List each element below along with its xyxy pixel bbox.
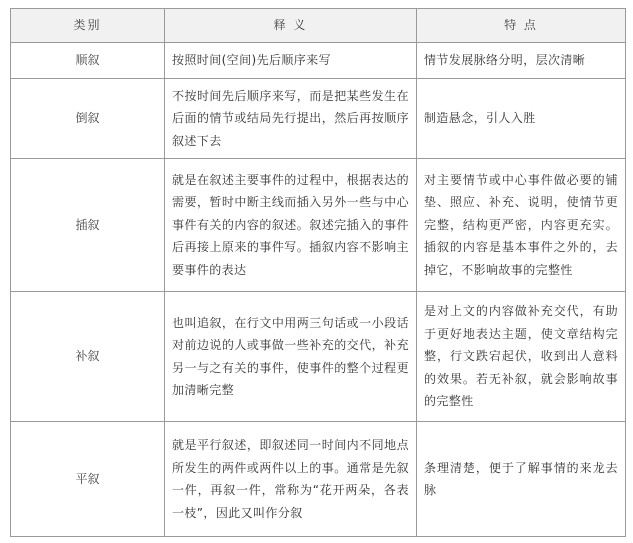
row-feature: 情节发展脉络分明，层次清晰 xyxy=(417,43,626,79)
header-meaning: 释 义 xyxy=(165,9,417,43)
row-category: 补叙 xyxy=(11,292,165,422)
header-category: 类别 xyxy=(11,9,165,43)
row-meaning: 不按时间先后顺序来写，而是把某些发生在后面的情节或结局先行提出，然后再按顺序叙述下去 xyxy=(165,79,417,159)
row-category: 倒叙 xyxy=(11,79,165,159)
row-meaning: 就是在叙述主要事件的过程中，根据表达的需要，暂时中断主线而插入另外一些与中心事件有关的内容的叙述。叙述完插入的事件后再接上原来的事件写。插叙内容不影响主要事件的表达 xyxy=(165,159,417,292)
row-meaning: 也叫追叙，在行文中用两三句话或一小段话对前边说的人或事做一些补充的交代，补充另一与之有关的事件，使事件的整个过程更加清晰完整 xyxy=(165,292,417,422)
row-feature: 条理清楚，便于了解事情的来龙去脉 xyxy=(417,422,626,537)
row-feature: 制造悬念，引人入胜 xyxy=(417,79,626,159)
table-row xyxy=(11,422,626,537)
table-header-row xyxy=(11,9,626,43)
table-row xyxy=(11,43,626,79)
header-feature: 特 点 xyxy=(417,9,626,43)
row-category: 插叙 xyxy=(11,159,165,292)
table-row xyxy=(11,79,626,159)
table-row xyxy=(11,292,626,422)
table-row xyxy=(11,159,626,292)
narrative-methods-table xyxy=(10,8,626,537)
row-category: 顺叙 xyxy=(11,43,165,79)
row-meaning: 按照时间(空间)先后顺序来写 xyxy=(165,43,417,79)
row-feature: 是对上文的内容做补充交代，有助于更好地表达主题，使文章结构完整，行文跌宕起伏，收到出人意料的效果。若无补叙，就会影响故事的完整性 xyxy=(417,292,626,422)
row-meaning: 就是平行叙述，即叙述同一时间内不同地点所发生的两件或两件以上的事。通常是先叙一件，再叙一件，常称为“花开两朵，各表一枝”，因此又叫作分叙 xyxy=(165,422,417,537)
row-category: 平叙 xyxy=(11,422,165,537)
narrative-methods-table-container xyxy=(10,8,625,536)
row-feature: 对主要情节或中心事件做必要的铺垫、照应、补充、说明，使情节更完整，结构更严密，内容更充实。插叙的内容是基本事件之外的，去掉它，不影响故事的完整性 xyxy=(417,159,626,292)
